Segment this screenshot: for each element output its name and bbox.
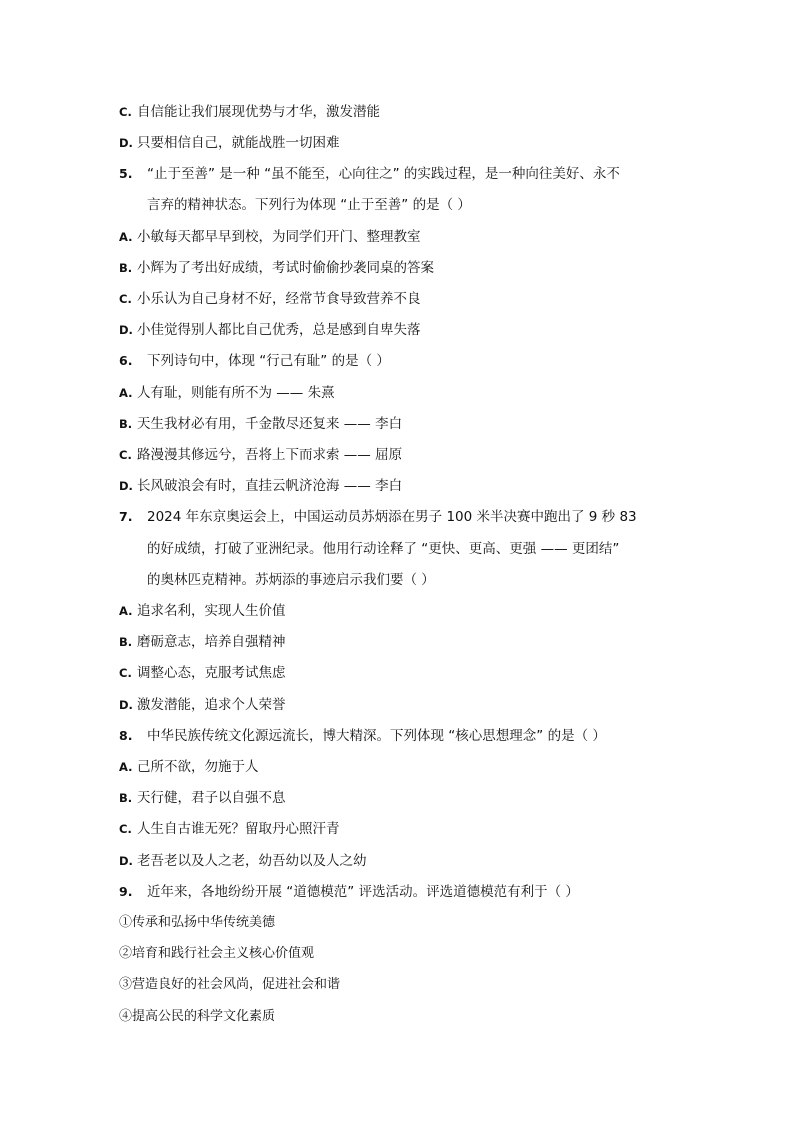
option-letter: A. <box>119 230 133 244</box>
q9-statement-3 <box>119 975 340 995</box>
q6-option-d <box>119 476 402 496</box>
q7-option-d <box>119 695 286 715</box>
option-letter: B. <box>119 791 133 805</box>
option-text: 己所不欲，勿施于人 <box>137 759 259 775</box>
question-7-stem <box>119 507 637 527</box>
option-letter: B. <box>119 261 133 275</box>
q8-option-b <box>119 788 286 808</box>
option-text: 小乐认为自己身材不好，经常节食导致营养不良 <box>137 291 421 307</box>
option-text: 天生我材必有用，千金散尽还复来 —— 李白 <box>137 416 403 432</box>
option-text: 调整心态，克服考试焦虑 <box>137 665 286 681</box>
statement-text: ④提高公民的科学文化素质 <box>119 1009 276 1024</box>
q5-option-a <box>119 227 421 247</box>
option-letter: D. <box>119 698 133 712</box>
q4-option-d <box>119 133 340 153</box>
question-number: 8. <box>119 728 133 743</box>
option-text: 路漫漫其修远兮，吾将上下而求索 —— 屈原 <box>137 447 403 463</box>
q5-option-b <box>119 258 434 278</box>
option-letter: A. <box>119 386 133 400</box>
question-number: 9. <box>119 884 133 899</box>
option-text: 小敏每天都早早到校，为同学们开门、整理教室 <box>137 229 421 245</box>
question-text: 的好成绩，打破了亚洲纪录。他用行动诠释了 “更快、更高、更强 —— 更团结” <box>147 541 620 557</box>
question-8-stem <box>119 726 606 746</box>
q8-option-c <box>119 819 340 839</box>
q9-statement-4 <box>119 1007 275 1027</box>
q5-option-c <box>119 289 421 309</box>
option-text: 磨砺意志，培养自强精神 <box>137 634 286 650</box>
option-letter: D. <box>119 854 133 868</box>
option-text: 长风破浪会有时，直挂云帆济沧海 —— 李白 <box>137 478 403 494</box>
statement-text: ①传承和弘扬中华传统美德 <box>119 915 276 930</box>
question-5-stem <box>119 164 620 184</box>
q7-option-b <box>119 632 286 652</box>
q5-option-d <box>119 320 421 340</box>
option-text: 小佳觉得别人都比自己优秀，总是感到自卑失落 <box>137 322 421 338</box>
question-number: 5. <box>119 166 133 181</box>
question-text: 2024 年东京奥运会上，中国运动员苏炳添在男子 100 米半决赛中跑出了 9 秒 83 <box>147 509 637 525</box>
question-text: 中华民族传统文化源远流长，博大精深。下列体现 “核心思想理念” 的是（ ） <box>147 728 606 744</box>
question-9-stem <box>119 882 579 902</box>
q6-option-c <box>119 445 402 465</box>
option-text: 天行健，君子以自强不息 <box>137 790 286 806</box>
option-letter: D. <box>119 136 133 150</box>
question-text: 的奥林匹克精神。苏炳添的事迹启示我们要（ ） <box>147 572 435 588</box>
statement-text: ②培育和践行社会主义核心价值观 <box>119 946 315 961</box>
option-text: 小辉为了考出好成绩，考试时偷偷抄袭同桌的答案 <box>137 260 434 276</box>
q9-statement-1 <box>119 913 275 933</box>
question-number: 6. <box>119 353 133 368</box>
option-letter: B. <box>119 635 133 649</box>
option-letter: D. <box>119 479 133 493</box>
q4-option-c <box>119 102 380 122</box>
option-letter: C. <box>119 105 132 119</box>
option-letter: A. <box>119 760 133 774</box>
option-letter: C. <box>119 666 132 680</box>
option-text: 追求名利，实现人生价值 <box>137 603 286 619</box>
q7-option-c <box>119 663 286 683</box>
option-letter: C. <box>119 822 132 836</box>
question-6-stem <box>119 351 390 371</box>
option-text: 人生自古谁无死？留取丹心照汗青 <box>137 821 340 837</box>
option-text: 只要相信自己，就能战胜一切困难 <box>137 135 340 151</box>
q8-option-a <box>119 757 259 777</box>
q6-option-b <box>119 414 402 434</box>
q6-option-a <box>119 383 335 403</box>
question-7-stem-cont <box>147 539 619 559</box>
question-text: “止于至善” 是一种 “虽不能至，心向往之” 的实践过程，是一种向往美好、永不 <box>147 166 620 182</box>
question-5-stem-cont <box>147 195 471 215</box>
question-number: 7. <box>119 509 133 524</box>
question-text: 近年来，各地纷纷开展 “道德模范” 评选活动。评选道德模范有利于（ ） <box>147 884 579 900</box>
option-text: 激发潜能，追求个人荣誉 <box>137 697 286 713</box>
option-text: 自信能让我们展现优势与才华，激发潜能 <box>137 104 380 120</box>
option-text: 老吾老以及人之老，幼吾幼以及人之幼 <box>137 853 367 869</box>
option-text: 人有耻，则能有所不为 —— 朱熹 <box>137 385 335 401</box>
q9-statement-2 <box>119 944 314 964</box>
q8-option-d <box>119 851 367 871</box>
option-letter: C. <box>119 448 132 462</box>
question-text: 下列诗句中，体现 “行己有耻” 的是（ ） <box>147 353 390 369</box>
option-letter: D. <box>119 323 133 337</box>
option-letter: B. <box>119 417 133 431</box>
statement-text: ③营造良好的社会风尚，促进社会和谐 <box>119 977 341 992</box>
q7-option-a <box>119 601 286 621</box>
question-text: 言弃的精神状态。下列行为体现 “止于至善” 的是（ ） <box>147 197 471 213</box>
question-7-stem-cont-2 <box>147 570 435 590</box>
option-letter: A. <box>119 604 133 618</box>
option-letter: C. <box>119 292 132 306</box>
